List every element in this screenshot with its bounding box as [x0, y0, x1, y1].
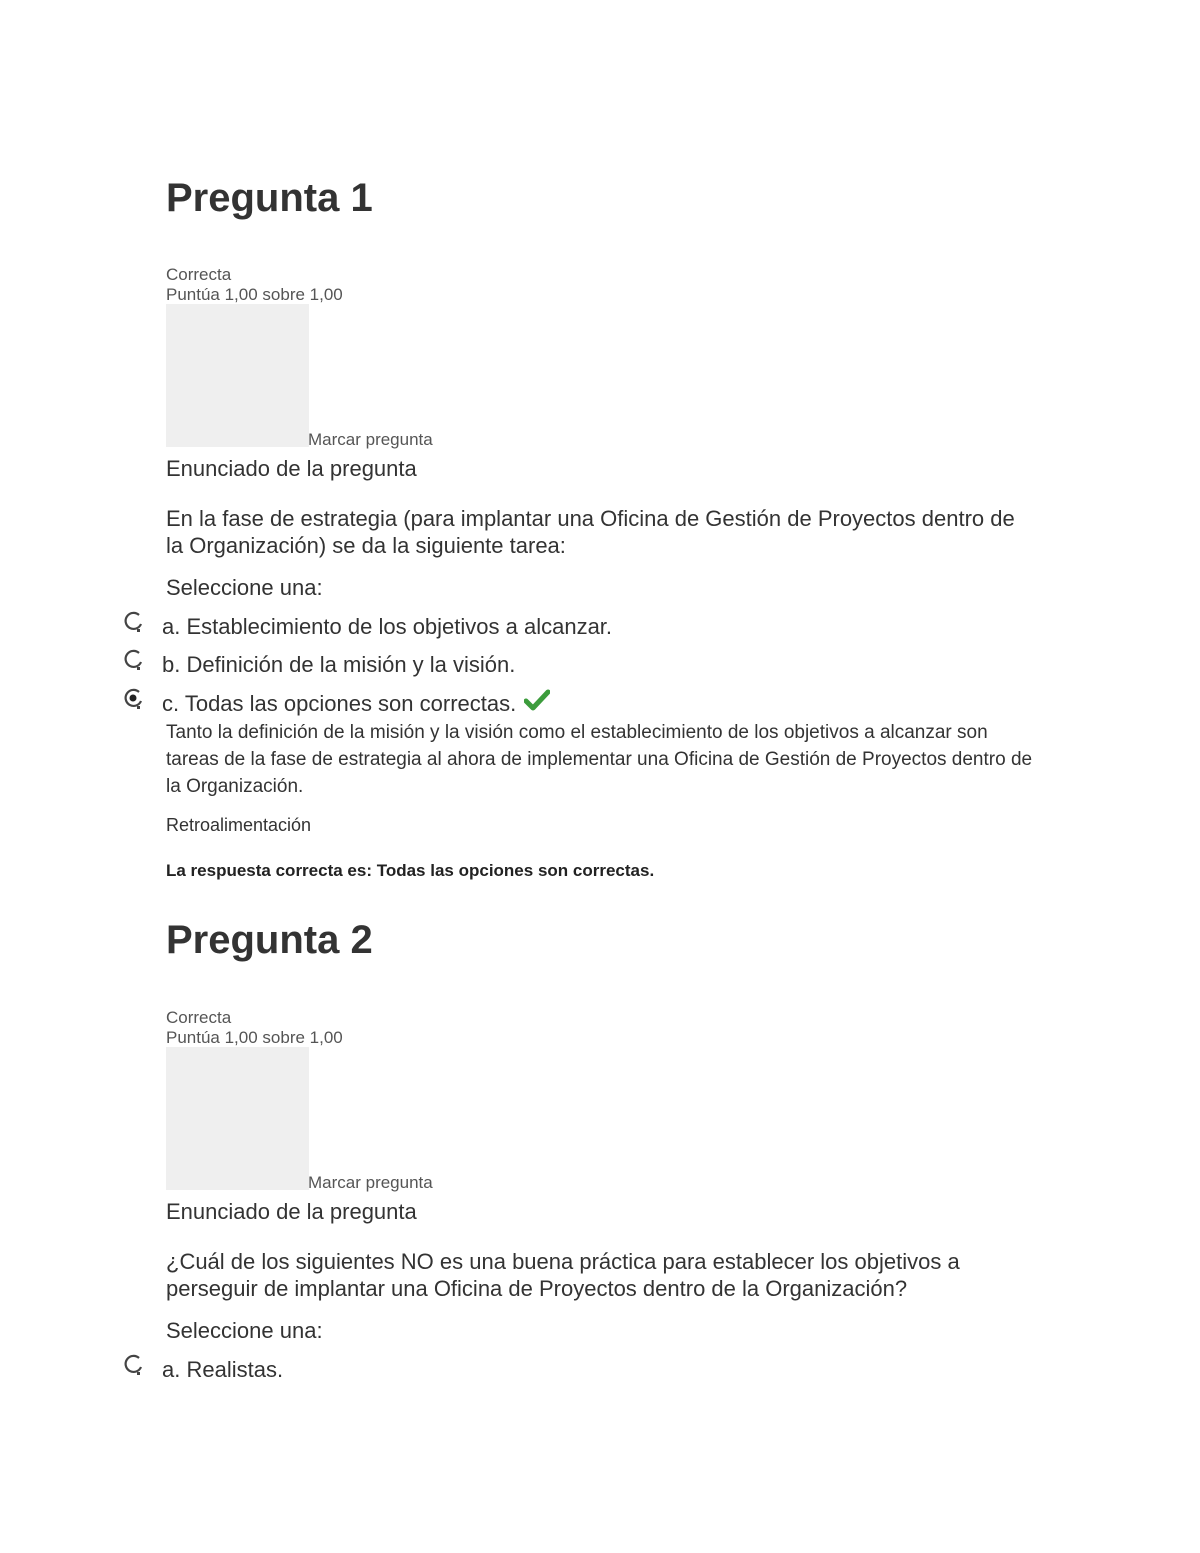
question-2-option-a[interactable]	[120, 1355, 283, 1385]
question-1-statement-heading: Enunciado de la pregunta	[166, 456, 417, 481]
question-1-option-b[interactable]	[120, 650, 515, 680]
radio-selected-icon[interactable]	[120, 685, 146, 711]
flag-question-link[interactable]: Marcar pregunta	[308, 430, 433, 449]
check-icon	[524, 689, 550, 711]
question-2-select-prompt: Seleccione una:	[166, 1318, 323, 1343]
option-label: b. Definición de la misión y la visión.	[162, 652, 516, 677]
question-1-score: Puntúa 1,00 sobre 1,00	[166, 285, 343, 304]
question-1-title: Pregunta 1	[166, 176, 373, 220]
question-1-feedback: Tanto la definición de la misión y la visión como el establecimiento de los objetivos a alcanzar son tareas de la fase de estrategia al ahora de implementar una Oficina de Gestión de Proyectos dentro de la Organización.	[166, 722, 1033, 797]
question-1-status: Correcta	[166, 265, 232, 284]
radio-unselected-icon[interactable]	[120, 1351, 146, 1377]
option-label: a. Realistas.	[162, 1357, 284, 1382]
flag-question-image[interactable]	[166, 304, 309, 447]
flag-question-link[interactable]: Marcar pregunta	[308, 1173, 433, 1192]
question-1-right-answer: La respuesta correcta es: Todas las opciones son correctas.	[166, 861, 655, 880]
option-label: c. Todas las opciones son correctas.	[162, 691, 517, 716]
option-label: a. Establecimiento de los objetivos a alcanzar.	[162, 614, 613, 639]
question-2-statement-heading: Enunciado de la pregunta	[166, 1199, 417, 1224]
question-1-select-prompt: Seleccione una:	[166, 575, 323, 600]
flag-question-image[interactable]	[166, 1047, 309, 1190]
question-1-text: En la fase de estrategia (para implantar una Oficina de Gestión de Proyectos dentro de la Organización) se da la siguiente tarea:	[166, 506, 1015, 558]
question-2-score: Puntúa 1,00 sobre 1,00	[166, 1028, 343, 1047]
question-1-option-c[interactable]	[120, 689, 550, 719]
question-2-status: Correcta	[166, 1008, 232, 1027]
question-2-text: ¿Cuál de los siguientes NO es una buena práctica para establecer los objetivos a perseguir de implantar una Oficina de Proyectos dentro de la Organización?	[166, 1249, 960, 1301]
radio-unselected-icon[interactable]	[120, 646, 146, 672]
radio-unselected-icon[interactable]	[120, 608, 146, 634]
question-1-option-a[interactable]	[120, 612, 612, 642]
question-1-feedback-heading: Retroalimentación	[166, 815, 312, 835]
question-2-title: Pregunta 2	[166, 918, 373, 962]
